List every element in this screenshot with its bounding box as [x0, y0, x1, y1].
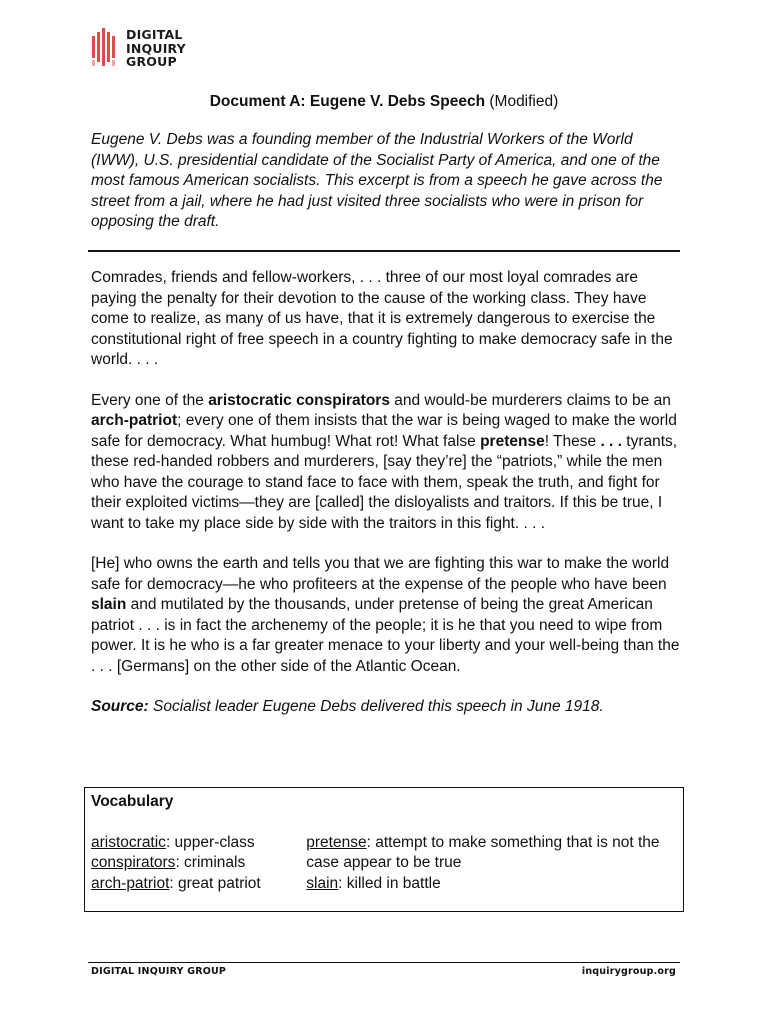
- logo-line: GROUP: [126, 54, 177, 69]
- logo-wordmark: [126, 28, 186, 69]
- text-run: ! These: [544, 432, 601, 450]
- vocab-term: arch-patriot: [91, 874, 170, 892]
- vocab-entry: [91, 874, 306, 895]
- footer-divider: [88, 962, 680, 963]
- text-run: tyrants, these red-handed robbers and murderers, [say they’re] the “patriots,” while the men who have the courage to stand face to face with them, speak the truth, and fight for their exploited victims—they are [called] the disloyalists and traitors. If this be true, I want to take my place side by side with the traitors in this fight. . . .: [91, 432, 678, 532]
- bold-term: arch-patriot: [91, 412, 178, 429]
- text-run: Every one of the: [91, 391, 209, 409]
- speech-paragraph-3: [91, 554, 683, 677]
- dig-logo-icon: [92, 28, 118, 70]
- vocab-term: aristocratic: [91, 833, 166, 851]
- vocab-definition: : great patriot: [169, 874, 261, 892]
- text-run: [He] who owns the earth and tells you that we are fighting this war to make the world safe for democracy—he who profiteers at the expense of the people who have been: [91, 555, 670, 593]
- intro-paragraph: Eugene V. Debs was a founding member of the Industrial Workers of the World (IWW), U.S. presidential candidate of the Socialist Party of America, and one of the most famous American socialists. This excerpt is from a speech he gave across the street from a jail, where he had just visited three socialists who were in prison for opposing the draft.: [91, 131, 663, 230]
- vocab-entry: [306, 874, 677, 895]
- vocabulary-columns: [91, 833, 677, 895]
- document-title-suffix: (Modified): [485, 93, 559, 110]
- vocab-entry: [306, 833, 677, 874]
- bold-term: aristocratic conspirators: [208, 391, 390, 409]
- vocabulary-column-left: [91, 833, 306, 895]
- document-title: [0, 93, 768, 111]
- source-line: [91, 697, 683, 718]
- text-run: and would-be murderers claims to be an: [389, 391, 671, 409]
- bold-ellipsis: . . .: [600, 432, 622, 450]
- logo: [92, 28, 186, 70]
- vocab-definition: : attempt to make something that is not the case appear to be true: [306, 833, 660, 871]
- vocab-definition: : criminals: [175, 854, 246, 871]
- speech-body: [91, 268, 683, 738]
- vocab-term: pretense: [306, 833, 367, 851]
- source-text: Socialist leader Eugene Debs delivered this speech in June 1918.: [148, 698, 604, 715]
- vocabulary-title: Vocabulary: [91, 793, 174, 810]
- vocab-term: conspirators: [91, 854, 176, 871]
- vocab-entry: [91, 853, 306, 874]
- vocabulary-box: [84, 787, 684, 912]
- vocabulary-column-right: [306, 833, 677, 895]
- bold-term: pretense: [480, 432, 545, 450]
- speech-paragraph-2: [91, 391, 683, 535]
- text-run: ; every one of them insists that the war is being waged to make the world safe for democracy. What humbug! What rot! What false: [91, 412, 677, 450]
- source-label: Source:: [91, 698, 149, 715]
- logo-line: INQUIRY: [126, 40, 186, 56]
- vocab-definition: : killed in battle: [338, 874, 441, 892]
- text-run: and mutilated by the thousands, under pretense of being the great American patriot . . . is in fact the archenemy of the people; it is he that you need to wipe from power. It is he who is a far greater menace to your liberty and your well-being than the . . . [Germans] on the other side of the Atlantic Ocean.: [91, 596, 680, 675]
- footer-url: inquirygroup.org: [581, 966, 676, 977]
- logo-line: DIGITAL: [126, 27, 183, 42]
- vocab-term: slain: [306, 874, 339, 892]
- vocab-definition: : upper-class: [165, 833, 255, 851]
- speech-paragraph-1: Comrades, friends and fellow-workers, . . . three of our most loyal comrades are paying the penalty for their devotion to the cause of the working class. They have come to realize, as many of us have, that it is extremely dangerous to exercise the constitutional right of free speech in a country fighting to make democracy safe in the world. . . .: [91, 269, 673, 368]
- footer-brand: DIGITAL INQUIRY GROUP: [91, 966, 227, 977]
- document-title-main: Document A: Eugene V. Debs Speech: [209, 93, 486, 110]
- bold-term: slain: [91, 596, 127, 613]
- divider: [88, 250, 680, 252]
- vocab-entry: [91, 833, 306, 854]
